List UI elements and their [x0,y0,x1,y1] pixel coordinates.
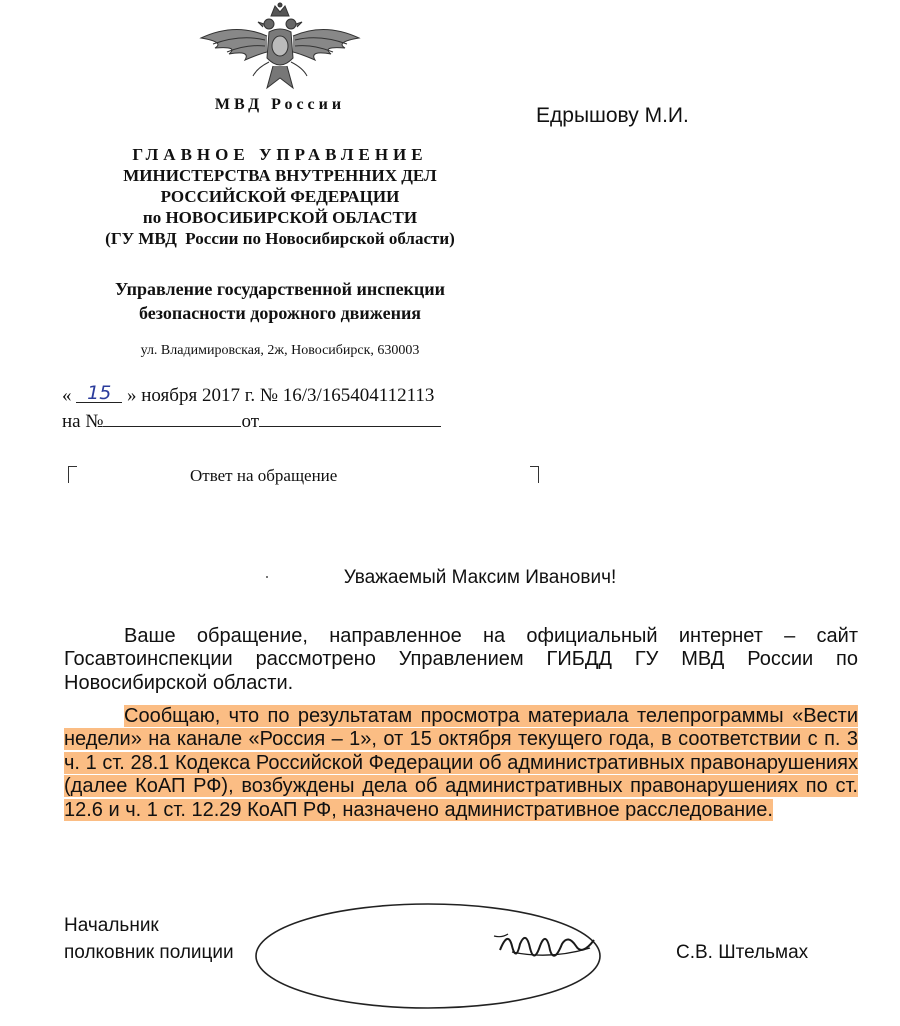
department-name-block [40,277,520,325]
agency-line: РОССИЙСКОЙ ФЕДЕРАЦИИ [160,187,400,206]
recipient-name: Едрышову М.И. [536,104,689,127]
reference-number-blank [103,410,241,427]
subject-bracket-left [68,466,77,483]
dateline-text: » ноября 2017 г. № 16/3/165404112113 [127,385,435,406]
body-paragraph: Ваше обращение, направленное на официальный интернет – сайт Госавтоинспекции рассмотрено Управлением ГИБДД ГУ МВД России по Новосибирской области. [64,625,858,694]
agency-address: ул. Владимировская, 2ж, Новосибирск, 630003 [140,343,420,358]
agency-line: (ГУ МВД России по Новосибирской области) [105,229,455,248]
signatory-rank: полковник полиции [64,942,234,963]
agency-name-block [40,144,520,249]
agency-line: МИНИСТЕРСТВА ВНУТРЕННИХ ДЕЛ [123,166,437,185]
dateline-quote: « [62,385,72,406]
eagle-emblem-icon [195,2,365,94]
handwritten-signature [250,900,620,1020]
reference-line [62,410,441,433]
signatory-name: С.В. Штельмах [676,942,809,963]
body-paragraph-highlighted [64,705,858,822]
agency-line: по НОВОСИБИРСКОЙ ОБЛАСТИ [142,208,418,227]
reference-from: от [241,411,260,432]
department-line: Управление государственной инспекции [114,279,446,299]
subject-line: Ответ на обращение [190,466,338,485]
document-dateline [62,382,435,407]
ministry-short-name: МВД России [214,96,346,113]
greeting: Уважаемый Максим Иванович! [343,567,617,588]
agency-line: ГЛАВНОЕ УПРАВЛЕНИЕ [132,145,428,164]
handwritten-day: 15 [76,384,122,403]
highlighted-text: Сообщаю, что по результатам просмотра материала телепрограммы «Вести недели» на канале «Россия – 1», от 15 октября текущего года, в соответствии с п. 3 ч. 1 ст. 28.1 Кодекса Российской Федерации об административных правонарушениях (далее КоАП РФ), возбуждены дела об административных правонарушениях по ст. 12.6 и ч. 1 ст. 12.29 КоАП РФ, назначено административное расследование. [64,705,858,821]
reference-date-blank [259,410,441,427]
signatory-position: Начальник [64,915,159,936]
subject-bracket-right [530,466,539,483]
department-line: безопасности дорожного движения [138,303,422,323]
reference-prefix: на № [62,411,104,432]
